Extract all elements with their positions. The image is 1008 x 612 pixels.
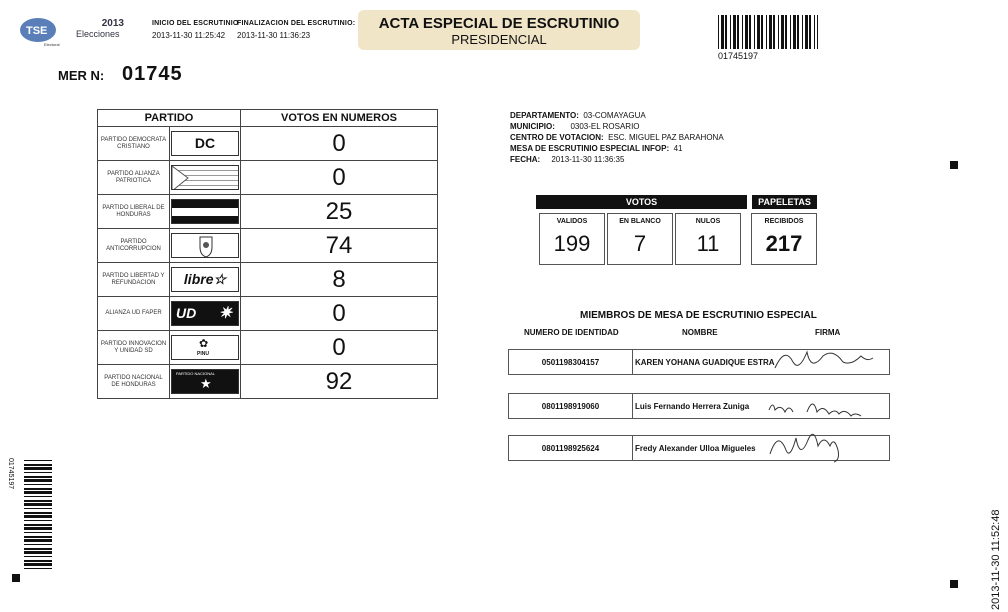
elecciones-logo (76, 18, 124, 48)
col-identidad: NUMERO DE IDENTIDAD (524, 328, 619, 337)
member-row (508, 435, 890, 461)
pinu-logo-icon (171, 335, 239, 360)
inicio-value: 2013-11-30 11:25:42 (152, 31, 226, 40)
miembros-title: MIEMBROS DE MESA DE ESCRUTINIO ESPECIAL (580, 310, 817, 321)
party-votes: 0 (241, 161, 438, 195)
validos-box (539, 213, 605, 265)
mesa-info (510, 110, 724, 165)
libre-logo-text: libre (183, 271, 214, 287)
pinu-logo-text: PINU (197, 351, 209, 357)
registration-mark (950, 580, 958, 588)
party-name: PARTIDO LIBERAL DE HONDURAS (98, 195, 170, 229)
nulos-label: NULOS (695, 218, 721, 225)
municipio-label: MUNICIPIO: (510, 122, 555, 131)
signature-icon (767, 394, 887, 420)
party-row-dc (98, 127, 438, 161)
mer-number: 01745 (122, 63, 183, 85)
recibidos-box (751, 213, 817, 265)
signature-icon (771, 344, 891, 378)
party-votes: 0 (241, 331, 438, 365)
mer-label: MER N: (58, 68, 105, 83)
party-row-ud (98, 297, 438, 331)
svg-text:TSE: TSE (26, 25, 48, 37)
municipio-value: 0303-EL ROSARIO (570, 122, 640, 131)
validos-label: VALIDOS (556, 218, 588, 225)
fecha-label: FECHA: (510, 155, 541, 164)
member-id: 0801198925624 (541, 444, 600, 453)
centro-label: CENTRO DE VOTACION: (510, 133, 604, 142)
title-line-2: PRESIDENCIAL (451, 32, 547, 47)
star-icon: ☆ (213, 271, 227, 287)
col-partido: PARTIDO (98, 110, 241, 127)
svg-text:Electoral: Electoral (44, 42, 60, 47)
tse-logo (18, 12, 68, 52)
centro-value: ESC. MIGUEL PAZ BARAHONA (608, 133, 724, 142)
mesa-value: 41 (673, 144, 683, 153)
nacional-logo-text: PARTIDO NACIONAL (176, 371, 215, 376)
title-line-1: ACTA ESPECIAL DE ESCRUTINIO (378, 15, 620, 32)
recibidos-value: 217 (765, 231, 803, 256)
votes-table (97, 109, 438, 399)
signature-icon (764, 424, 864, 466)
party-votes: 8 (241, 263, 438, 297)
registration-mark (12, 574, 20, 582)
col-firma: FIRMA (815, 328, 841, 337)
member-row (508, 393, 890, 419)
dc-logo-icon: DC (171, 131, 239, 156)
inicio-label: INICIO DEL ESCRUTINIO (152, 20, 239, 27)
nulos-box (675, 213, 741, 265)
fecha-value: 2013-11-30 11:36:35 (551, 155, 625, 164)
barcode-left (14, 460, 52, 570)
sun-icon: ✷ (218, 305, 232, 322)
departamento-label: DEPARTAMENTO: (510, 111, 579, 120)
party-row-nacional (98, 365, 438, 399)
member-name: KAREN YOHANA GUADIQUE ESTRA (635, 358, 775, 367)
party-votes: 0 (241, 127, 438, 161)
elecciones-year: 2013 (101, 18, 124, 29)
party-votes: 92 (241, 365, 438, 399)
anticorrupcion-shield-icon (171, 233, 239, 258)
party-votes: 74 (241, 229, 438, 263)
libre-logo-icon (171, 267, 239, 292)
registration-mark (950, 161, 958, 169)
votos-header: VOTOS (536, 195, 747, 209)
party-name: PARTIDO LIBERTAD Y REFUNDACION (98, 263, 170, 297)
fin-label: FINALIZACION DEL ESCRUTINIO: (237, 20, 356, 27)
pinu-emblem-icon: ✿ (199, 338, 209, 350)
party-name: ALIANZA UD FAPER (98, 297, 170, 331)
departamento-value: 03-COMAYAGUA (583, 111, 646, 120)
left-vertical-number: 01745197 (7, 458, 14, 490)
blanco-value: 7 (633, 231, 647, 256)
fin-value: 2013-11-30 11:36:23 (237, 31, 311, 40)
party-row-anticorrupcion (98, 229, 438, 263)
mesa-label: MESA DE ESCRUTINIO ESPECIAL INFOP: (510, 144, 670, 153)
member-name: Luis Fernando Herrera Zuniga (635, 402, 750, 411)
party-name: PARTIDO ANTICORRUPCION (98, 229, 170, 263)
party-name: PARTIDO ALIANZA PATRIOTICA (98, 161, 170, 195)
liberal-flag-icon (171, 199, 239, 224)
party-votes: 25 (241, 195, 438, 229)
party-row-alianza (98, 161, 438, 195)
validos-value: 199 (553, 231, 591, 256)
blanco-box (607, 213, 673, 265)
scan-timestamp: 2013-11-30 11:52:48 (990, 509, 1002, 610)
party-votes: 0 (241, 297, 438, 331)
member-row (508, 349, 890, 375)
party-name: PARTIDO DEMOCRATA CRISTIANO (98, 127, 170, 161)
party-row-pinu (98, 331, 438, 365)
party-row-libre (98, 263, 438, 297)
party-name: PARTIDO INNOVACION Y UNIDAD SD (98, 331, 170, 365)
col-votos: VOTOS EN NUMEROS (241, 110, 438, 127)
member-name: Fredy Alexander Ulloa Migueles (635, 444, 756, 453)
alianza-flag-icon (171, 165, 239, 190)
blanco-label: EN BLANCO (619, 218, 661, 225)
member-id: 0501198304157 (541, 358, 600, 367)
document-title (358, 10, 640, 50)
party-row-liberal (98, 195, 438, 229)
member-id: 0801198919060 (541, 402, 600, 411)
recibidos-label: RECIBIDOS (764, 218, 804, 225)
nulos-value: 11 (696, 231, 720, 256)
ud-logo-icon (171, 301, 239, 326)
ud-logo-text: UD (176, 305, 197, 321)
col-nombre: NOMBRE (682, 328, 718, 337)
elecciones-text: Elecciones (76, 29, 120, 39)
party-name: PARTIDO NACIONAL DE HONDURAS (98, 365, 170, 399)
barcode-number: 01745197 (718, 51, 759, 61)
nacional-flag-icon (171, 369, 239, 394)
star-icon: ★ (200, 376, 212, 391)
papeletas-header: PAPELETAS (752, 195, 817, 209)
barcode-top (718, 15, 818, 49)
